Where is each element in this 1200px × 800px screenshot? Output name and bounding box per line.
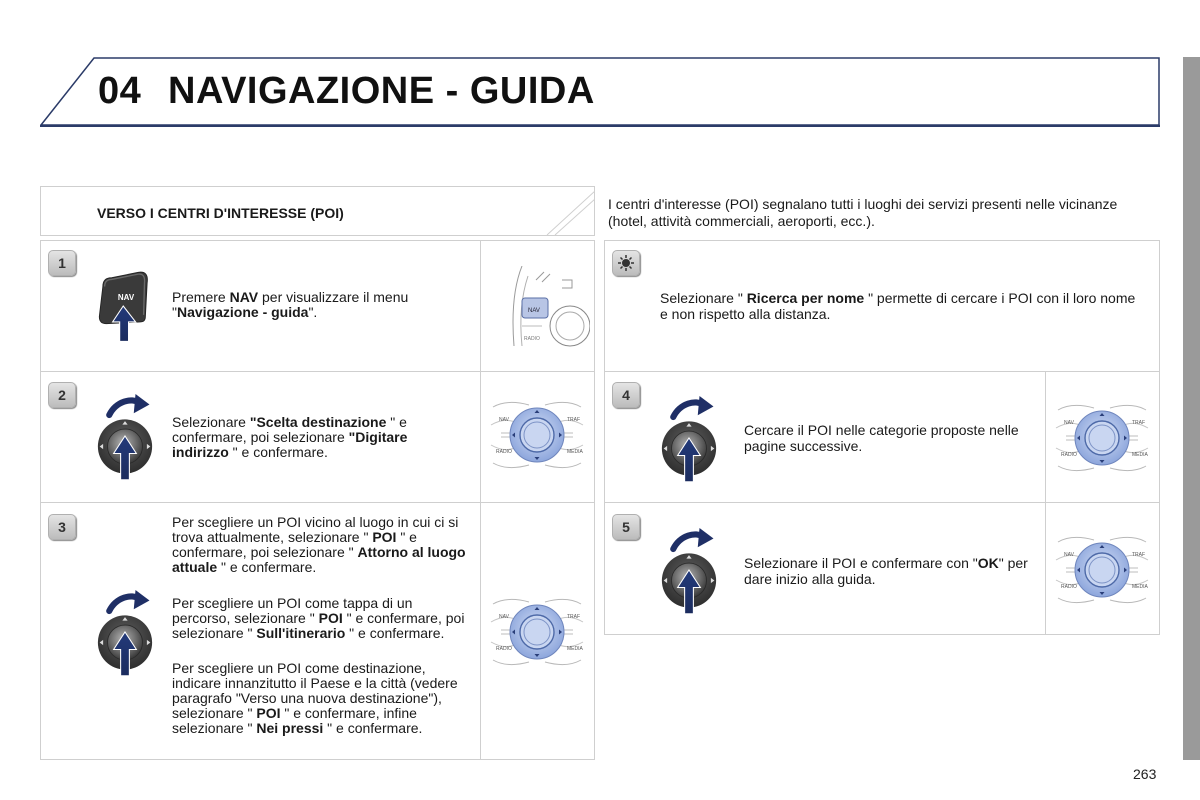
- step-number-badge: 2: [48, 382, 76, 408]
- step2-text: Selezionare "Scelta destinazione " e confermare, poi selezionare "Digitare indirizzo " e confermare.: [172, 414, 408, 460]
- svg-text:RADIO: RADIO: [524, 336, 540, 342]
- divider: [40, 371, 595, 372]
- step4-text: Cercare il POI nelle categorie proposte nelle pagine successive.: [744, 422, 1019, 454]
- step1-text: Premere NAV per visualizzare il menu "Navigazione - guida".: [172, 289, 409, 320]
- control-dial-icon: [485, 395, 589, 475]
- step-number-badge: 4: [612, 382, 640, 408]
- rotary-knob-push-icon: [90, 386, 160, 486]
- chapter-number: 04: [98, 70, 142, 112]
- rotary-knob-push-icon: [654, 520, 724, 620]
- tip-lightbulb-icon: [612, 250, 640, 276]
- chapter-title: NAVIGAZIONE - GUIDA: [168, 70, 595, 112]
- section-intro: I centri d'interesse (POI) segnalano tutti i luoghi dei servizi presenti nelle vicinanze (hotel, attività commerciali, aeroporti, ecc.).: [608, 196, 1118, 229]
- control-dial-icon: [1050, 398, 1154, 478]
- step-number-badge: 1: [48, 250, 76, 276]
- control-dial-icon: [1050, 530, 1154, 610]
- divider: [40, 502, 595, 503]
- section-heading-panel: [40, 186, 595, 236]
- divider: [604, 502, 1160, 503]
- tip-text: Selezionare " Ricerca per nome " permette di cercare i POI con il loro nome e non rispetto alla distanza.: [660, 290, 1136, 322]
- chapter-tab-bar: [1183, 57, 1200, 760]
- rotary-knob-push-icon: [90, 582, 160, 682]
- step-number-badge: 5: [612, 514, 640, 540]
- section-heading: VERSO I CENTRI D'INTERESSE (POI): [97, 205, 344, 221]
- page-number: 263: [1133, 766, 1157, 782]
- divider: [1045, 371, 1046, 635]
- step3-paragraph-3: Per scegliere un POI come destinazione, indicare innanzitutto il Paese e la città (vedere paragrafo "Verso una nuova destinazione"), selezionare " POI " e confermare, infine selezionare " Nei pressi " e confermare.: [172, 660, 458, 736]
- rotary-knob-push-icon: [654, 388, 724, 488]
- step-number-badge: 3: [48, 514, 76, 540]
- step3-paragraph-1: Per scegliere un POI vicino al luogo in cui ci si trova attualmente, selezionare " POI " e confermare, poi selezionare " Attorno al luogo attuale " e confermare.: [172, 514, 466, 575]
- nav-button-icon: [94, 266, 156, 346]
- divider: [604, 371, 1160, 372]
- heading-corner-decoration: [539, 187, 595, 235]
- step5-text: Selezionare il POI e confermare con "OK" per dare inizio alla guida.: [744, 555, 1028, 587]
- control-dial-icon: [485, 592, 589, 672]
- svg-text:NAV: NAV: [528, 308, 540, 314]
- dashboard-nav-illustration-icon: [500, 266, 590, 350]
- divider: [480, 240, 481, 760]
- step3-paragraph-2: Per scegliere un POI come tappa di un percorso, selezionare " POI " e confermare, poi selezionare " Sull'itinerario " e confermare.: [172, 595, 465, 641]
